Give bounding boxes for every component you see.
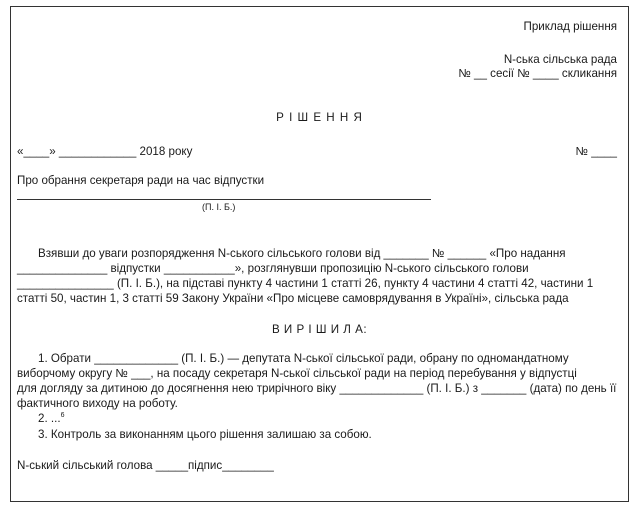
date-line: «____» ____________ 2018 року <box>17 145 193 158</box>
item-line: 1. Обрати _____________ (П. І. Б.) — депутата N-ської сільської ради, обрану по одномандатному <box>38 352 569 365</box>
example-label: Приклад рішення <box>523 20 617 33</box>
item-line: виборчому округу № ___, на посаду секретаря N-ської сільської ради на період перебування у відпустці <box>17 367 577 380</box>
preamble-line: Взявши до уваги розпорядження N-ського сільського голови від _______ № ______ «Про надання <box>38 247 566 260</box>
resolution-item-2 <box>38 412 64 426</box>
resolution-item-3: 3. Контроль за виконанням цього рішення залишаю за собою. <box>38 428 372 441</box>
session-line: № __ сесії № ____ скликання <box>458 67 617 80</box>
item-line: для догляду за дитиною до досягнення нею трирічного віку _____________ (П. І. Б.) з _______ (дата) по день її <box>17 382 617 395</box>
document-title: Р І Ш Е Н Н Я <box>276 111 363 124</box>
decision-number: № ____ <box>575 145 617 158</box>
council-name: N-ська сільська рада <box>503 53 617 66</box>
subject-line: Про обрання секретаря ради на час відпустки <box>17 174 265 187</box>
item-line: фактичного виходу на роботу. <box>17 397 178 410</box>
preamble-line: _______________ (П. І. Б.), на підставі пункту 4 частини 1 статті 26, пункту 4 частини 4 статті 42, частини 1 <box>17 277 594 290</box>
item-2-text: 2. ... <box>38 412 61 425</box>
preamble-line: статті 50, частин 1, 3 статті 59 Закону України «Про місцеве самоврядування в Україні», сільська рада <box>17 292 569 305</box>
subject-caption: (П. І. Б.) <box>202 202 236 212</box>
preamble-line: ______________ відпустки ___________», розглянувши пропозицію N-ського сільського голови <box>17 262 529 275</box>
footnote-mark: 6 <box>60 412 65 420</box>
signature-line: N-ський сільський голова _____підпис________ <box>17 459 274 472</box>
resolved-heading: В И Р І Ш И Л А: <box>271 323 368 336</box>
subject-name-line <box>17 199 431 200</box>
